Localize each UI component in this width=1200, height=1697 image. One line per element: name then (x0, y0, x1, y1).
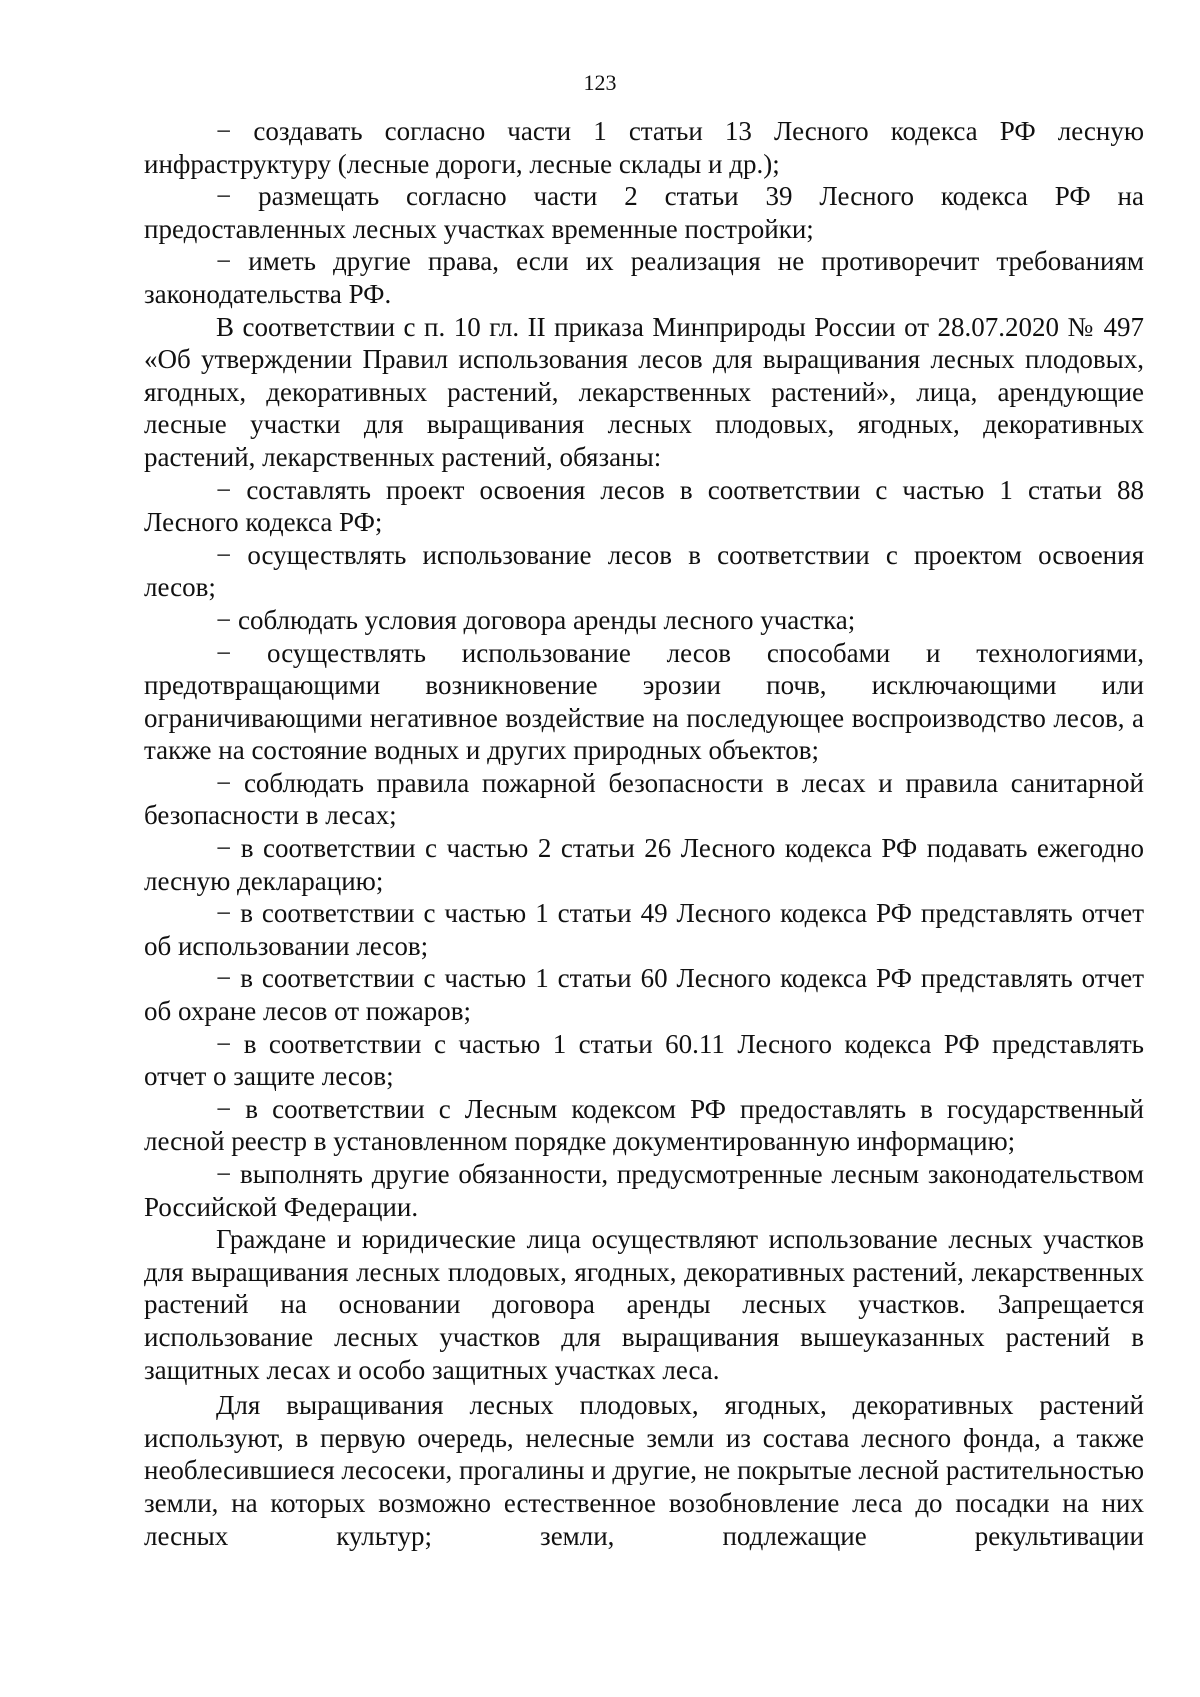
list-item: − осуществлять использование лесов в соответствии с проектом освоения лесов; (144, 539, 1144, 603)
page-number: 123 (583, 70, 617, 95)
list-item: − соблюдать правила пожарной безопасности в лесах и правила санитарной безопасности в лесах; (144, 767, 1144, 831)
list-item: − размещать согласно части 2 статьи 39 Лесного кодекса РФ на предоставленных лесных участках временные постройки; (144, 181, 1144, 244)
list-item: − выполнять другие обязанности, предусмотренные лесным законодательством Российской Федерации. (144, 1159, 1144, 1222)
list-item: − соблюдать условия договора аренды лесного участка; (216, 604, 856, 635)
list-item: − осуществлять использование лесов способами и технологиями, предотвращающими возникновение эрозии почв, исключающими или ограничивающими негативное воздействие на последующее воспроизводство лесов, а также на состояние водных и других природных объектов; (144, 637, 1144, 766)
page-body (144, 115, 1144, 1552)
list-item: − иметь другие права, если их реализация не противоречит требованиям законодательства РФ. (144, 246, 1144, 309)
list-item: − составлять проект освоения лесов в соответствии с частью 1 статьи 88 Лесного кодекса РФ; (144, 474, 1144, 538)
list-item: − создавать согласно части 1 статьи 13 Лесного кодекса РФ лесную инфраструктуру (лесные дороги, лесные склады и др.); (144, 116, 1144, 179)
list-item: − в соответствии с частью 1 статьи 49 Лесного кодекса РФ представлять отчет об использовании лесов; (144, 898, 1144, 961)
paragraph: Граждане и юридические лица осуществляют использование лесных участков для выращивания лесных плодовых, ягодных, декоративных растений, лекарственных растений на основании договора аренды лесных участков. Запрещается использование лесных участков для выращивания вышеуказанных растений в защитных лесах и особо защитных участках леса. (144, 1224, 1144, 1385)
list-item: − в соответствии с частью 1 статьи 60.11 Лесного кодекса РФ представлять отчет о защите лесов; (144, 1028, 1144, 1092)
list-item: − в соответствии с частью 1 статьи 60 Лесного кодекса РФ представлять отчет об охране лесов от пожаров; (144, 963, 1144, 1027)
paragraph: Для выращивания лесных плодовых, ягодных, декоративных растений используют, в первую очередь, нелесные земли из состава лесного фонда, а также необлесившиеся лесосеки, прогалины и другие, не покрытые лесной растительностью земли, на которых возможно естественное возобновление леса до посадки на них лесных культур; земли, подлежащие рекультивации (144, 1390, 1144, 1551)
paragraph: В соответствии с п. 10 гл. II приказа Минприроды России от 28.07.2020 № 497 «Об утверждении Правил использования лесов для выращивания лесных плодовых, ягодных, декоративных растений, лекарственных растений», лица, арендующие лесные участки для выращивания лесных плодовых, ягодных, декоративных растений, лекарственных растений, обязаны: (144, 311, 1144, 472)
list-item: − в соответствии с Лесным кодексом РФ предоставлять в государственный лесной реестр в установленном порядке документированную информацию; (144, 1093, 1144, 1157)
list-item: − в соответствии с частью 2 статьи 26 Лесного кодекса РФ подавать ежегодно лесную декларацию; (144, 833, 1144, 896)
